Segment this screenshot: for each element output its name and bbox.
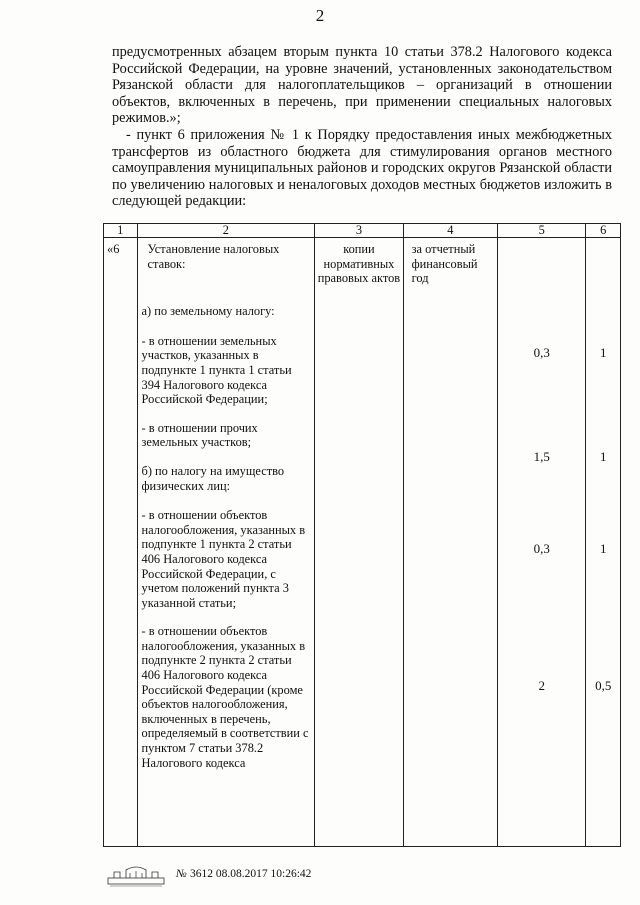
appendix-table	[103, 223, 621, 847]
land-tax-item-1: - в отношении земельных участков, указанных в подпункте 1 пункта 1 статьи 394 Налогового кодекса Российской Федерации;	[141, 333, 292, 407]
row-number-cell	[104, 238, 138, 847]
table-row	[104, 238, 621, 847]
value-b2-col5: 2	[538, 678, 545, 693]
intro-text	[112, 44, 612, 210]
row-number: «6	[107, 242, 120, 256]
value-a2-col6: 1	[599, 449, 607, 464]
property-tax-heading: б) по налогу на имущество физических лиц:	[141, 463, 285, 493]
header-col-3: 3	[315, 224, 403, 238]
registry-stamp-icon	[106, 864, 166, 888]
intro-paragraph-1: предусмотренных абзацем вторым пункта 10 статьи 378.2 Налогового кодекса Российской Федерации, на уровне значений, установленных законодательством Рязанской области для налогоплательщиков – организаций в отношении объектов, включенных в перечень, при применении специальных налоговых режимов.»;	[112, 44, 612, 127]
value-col-5-cell	[498, 238, 586, 847]
header-col-6: 6	[586, 224, 621, 238]
page-number: 2	[315, 6, 325, 25]
property-tax-item-1: - в отношении объектов налогообложения, указанных в подпункте 1 пункта 2 статьи 406 Налогового кодекса Российской Федерации, с учетом положений пункта 3 указанной статьи;	[141, 508, 306, 610]
header-col-4: 4	[403, 224, 497, 238]
table-header-row	[104, 224, 621, 238]
indicator-cell	[137, 238, 315, 847]
period-cell	[403, 238, 497, 847]
value-b1-col5: 0,3	[533, 541, 550, 556]
value-a1-col5: 0,3	[533, 345, 550, 360]
value-b1-col6: 1	[599, 541, 607, 556]
value-a1-col6: 1	[599, 345, 607, 360]
period: за отчетный финансовый год	[411, 242, 478, 286]
document-type: копии нормативных правовых актов	[317, 242, 401, 286]
land-tax-item-2: - в отношении прочих земельных участков;	[141, 420, 258, 450]
indicator-title: Установление налоговых ставок:	[147, 242, 280, 271]
value-col-6-cell	[586, 238, 621, 847]
header-col-2: 2	[137, 224, 315, 238]
value-a2-col5: 1,5	[533, 449, 550, 464]
document-type-cell	[315, 238, 403, 847]
value-b2-col6: 0,5	[595, 678, 612, 693]
land-tax-heading: а) по земельному налогу:	[141, 304, 275, 319]
number-sign: №	[176, 868, 187, 880]
intro-paragraph-2: - пункт 6 приложения № 1 к Порядку предоставления иных межбюджетных трансфертов из областного бюджета для стимулирования органов местного самоуправления муниципальных районов и городских округов Рязанской области по увеличению налоговых и неналоговых доходов местных бюджетов изложить в следующей редакции:	[112, 126, 612, 210]
registration-info: 3612 08.08.2017 10:26:42	[190, 868, 312, 880]
header-col-5: 5	[498, 224, 586, 238]
header-col-1: 1	[104, 224, 138, 238]
property-tax-item-2: - в отношении объектов налогообложения, указанных в подпункте 2 пункта 2 статьи 406 Налогового кодекса Российской Федерации (кроме объектов налогообложения, включенных в перечень, определяемый в соответствии с пунктом 7 статьи 378.2 Налогового кодекса	[141, 624, 309, 770]
